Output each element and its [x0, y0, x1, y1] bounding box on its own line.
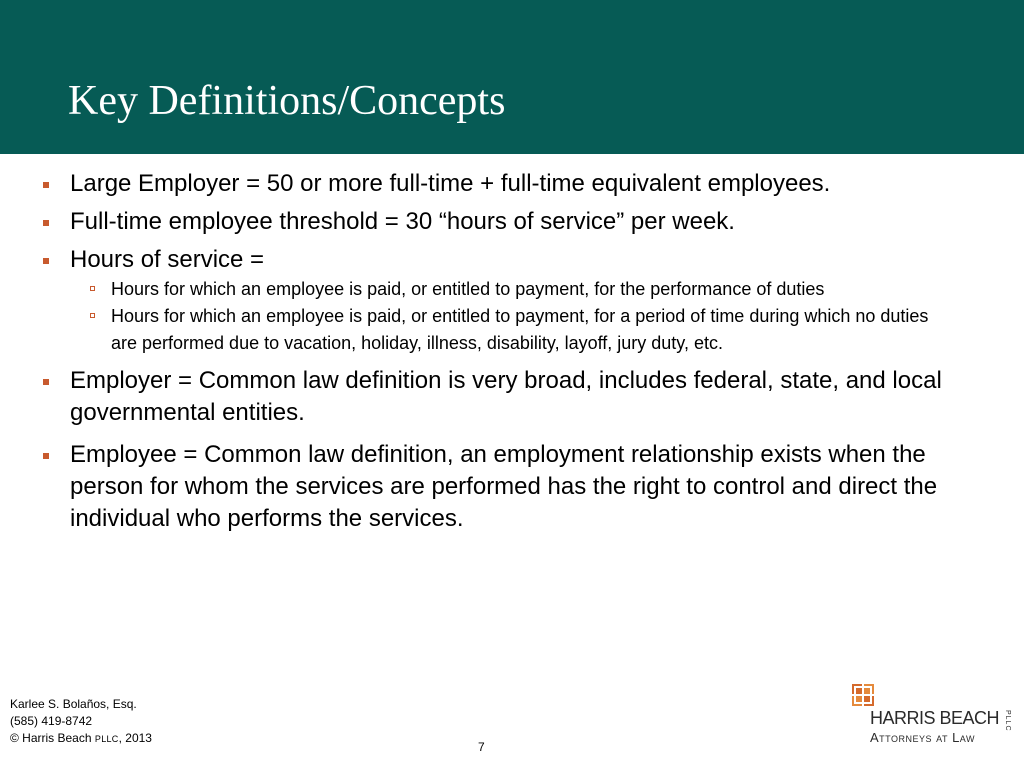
bullet-text: Employer = Common law definition is very broad, includes federal, state, and local governmental entities. [70, 367, 942, 426]
square-bullet-icon [43, 258, 49, 264]
page-number: 7 [478, 740, 485, 754]
square-bullet-icon [43, 220, 49, 226]
copyright-year: , 2013 [118, 731, 152, 745]
hollow-square-bullet-icon [90, 286, 95, 291]
copyright-pllc: PLLC [94, 734, 119, 744]
sub-bullet-no-duties [0, 303, 1024, 357]
hollow-square-bullet-icon [90, 313, 95, 318]
copyright-line [10, 730, 152, 748]
slide-body [0, 168, 1024, 541]
square-bullet-icon [43, 453, 49, 459]
bullet-employer [0, 365, 1024, 429]
slide-title: Key Definitions/Concepts [68, 78, 506, 124]
title-bar [0, 0, 1024, 154]
sub-bullet-performance [0, 276, 1024, 303]
sub-bullet-list [0, 276, 1024, 357]
logo-tagline: Attorneys at Law [870, 730, 975, 745]
square-bullet-icon [43, 379, 49, 385]
presenter-phone: (585) 419-8742 [10, 714, 93, 728]
sub-bullet-text: Hours for which an employee is paid, or entitled to payment, for the performance of duties [111, 279, 825, 299]
bullet-employee [0, 439, 1024, 535]
bullet-large-employer [0, 168, 1024, 200]
presenter-name: Karlee S. Bolaños, Esq. [10, 697, 137, 711]
square-bullet-icon [43, 182, 49, 188]
logo-firm-name: HARRIS BEACH [870, 708, 1000, 728]
bullet-text: Hours of service = [70, 246, 265, 273]
sub-bullet-text: Hours for which an employee is paid, or entitled to payment, for a period of time during which no duties are performed due to vacation, holiday, illness, disability, layoff, jury duty, etc. [111, 306, 929, 353]
bullet-full-time-threshold [0, 206, 1024, 238]
bullet-hours-of-service [0, 244, 1024, 276]
logo-pllc: PLLC [1004, 710, 1011, 732]
harris-beach-logo [852, 684, 1022, 754]
bullet-text: Large Employer = 50 or more full-time + full-time equivalent employees. [70, 170, 831, 197]
harris-beach-logo-icon [852, 684, 874, 706]
presenter-info [10, 696, 152, 748]
bullet-text: Employee = Common law definition, an employment relationship exists when the person for whom the services are performed has the right to control and direct the individual who performs the services. [70, 441, 938, 532]
bullet-text: Full-time employee threshold = 30 “hours of service” per week. [70, 208, 735, 235]
copyright-prefix: © Harris Beach [10, 731, 92, 745]
